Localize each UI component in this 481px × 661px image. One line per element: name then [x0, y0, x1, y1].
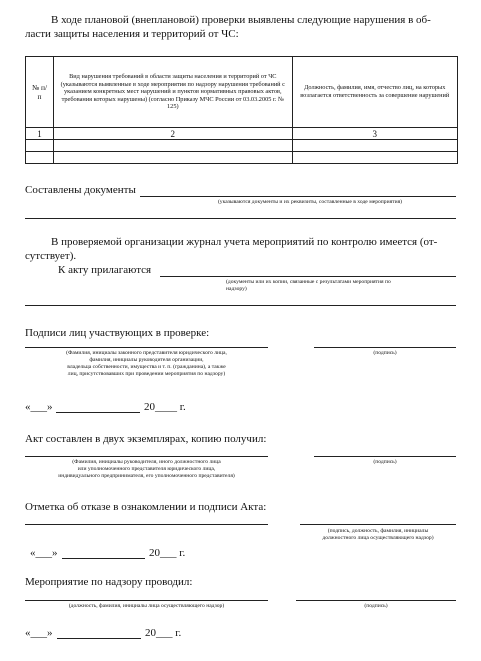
- refusal-label: Отметка об отказе в ознакомлении и подписи Акта:: [25, 501, 267, 513]
- signers-signature-hint: (подпись): [373, 350, 397, 356]
- refusal-date-month-line: [62, 558, 145, 559]
- signers-date-year: 20____ г.: [144, 401, 186, 413]
- inspector-label: Мероприятие по надзору проводил:: [25, 576, 193, 588]
- journal-line-1: В проверяемой организации журнал учета мероприятий по контролю имеется (от-: [51, 236, 438, 248]
- inspector-signature-hint: (подпись): [364, 603, 388, 609]
- signers-hint-2: фамилия, инициалы руководителя организации,: [89, 357, 204, 363]
- signers-label: Подписи лиц участвующих в проверке:: [25, 327, 210, 339]
- intro-line-1: В ходе плановой (внеплановой) проверки выявлены следующие нарушения в об-: [51, 14, 431, 26]
- copies-name-line: [25, 456, 268, 457]
- inspector-date-year: 20___ г.: [145, 627, 182, 639]
- attach-label: К акту прилагаются: [58, 264, 152, 276]
- docs-line-2: [25, 218, 456, 219]
- signers-hint-1: (Фамилия, инициалы законного представителя юридического лица,: [66, 350, 227, 356]
- table-row: [26, 152, 458, 164]
- col-violation-header: Вид нарушения требований в области защиты населения и территорий от ЧС (указываются выявленные в ходе мероприятия по надзору нарушения требований с указанием конкретных мест нарушений и пунктов нормативных правовых актов, требования которых нарушены) (согласно Приказу МЧС России от 03.03.2005 г. № 125): [54, 57, 292, 128]
- signers-date-day: «___»: [25, 401, 53, 413]
- intro-line-2: ласти защиты населения и территорий от ЧС:: [25, 28, 239, 40]
- copies-label: Акт составлен в двух экземплярах, копию получил:: [25, 433, 267, 445]
- copies-signature-line: [314, 456, 456, 457]
- docs-label: Составлены документы: [25, 184, 136, 196]
- inspector-signature-line: [296, 600, 456, 601]
- col-violation-index: 2: [54, 128, 292, 140]
- journal-line-2: сутствует).: [25, 250, 77, 262]
- table-header-row: [26, 57, 458, 128]
- inspector-date-day: «___»: [25, 627, 53, 639]
- inspector-date-month-line: [57, 638, 141, 639]
- refusal-line-1: [25, 524, 268, 525]
- signers-name-line: [25, 347, 268, 348]
- table-number-row: [26, 128, 458, 140]
- signers-hint-4: лиц, присутствовавших при проведении мероприятия по надзору): [67, 371, 226, 377]
- docs-hint: (указываются документы и их реквизиты, составленные в ходе мероприятия): [217, 199, 403, 205]
- col-responsible-header: Должность, фамилия, имя, отчество лиц, на которых возлагается ответственность за совершение нарушений: [292, 57, 458, 128]
- attach-line: [160, 276, 456, 277]
- copies-hint-2: или уполномоченного представителя юридического лица,: [77, 466, 216, 472]
- col-number-index: 1: [26, 128, 54, 140]
- inspector-name-line: [25, 600, 268, 601]
- attach-line-2: [25, 305, 456, 306]
- signers-signature-line: [314, 347, 456, 348]
- signers-date-month-line: [56, 412, 140, 413]
- attach-hint-2: надзору): [226, 286, 247, 292]
- col-number-header: № п/п: [26, 57, 54, 128]
- violations-table: [25, 56, 458, 164]
- copies-hint-1: (Фамилия, инициалы руководителя, иного должностного лица: [72, 459, 221, 465]
- attach-hint-1: (документы или их копии, связанные с результатами мероприятия по: [226, 279, 391, 285]
- refusal-date-day: «___»: [30, 547, 58, 559]
- table-row: [26, 140, 458, 152]
- copies-signature-hint: (подпись): [373, 459, 397, 465]
- refusal-hint-2: должностного лица осуществляющего надзор): [322, 535, 434, 541]
- inspector-hint: (должность, фамилия, инициалы лица осуществляющего надзор): [68, 603, 225, 609]
- docs-line: [140, 196, 456, 197]
- col-responsible-index: 3: [292, 128, 458, 140]
- refusal-line-2: [300, 524, 456, 525]
- copies-hint-3: индивидуального предпринимателя, его уполномоченного представителя): [58, 473, 235, 479]
- signers-hint-3: владельца собственности, имущества и т. п. (гражданина), а также: [67, 364, 226, 370]
- refusal-date-year: 20___ г.: [149, 547, 186, 559]
- refusal-hint-1: (подпись, должность, фамилия, инициалы: [327, 528, 429, 534]
